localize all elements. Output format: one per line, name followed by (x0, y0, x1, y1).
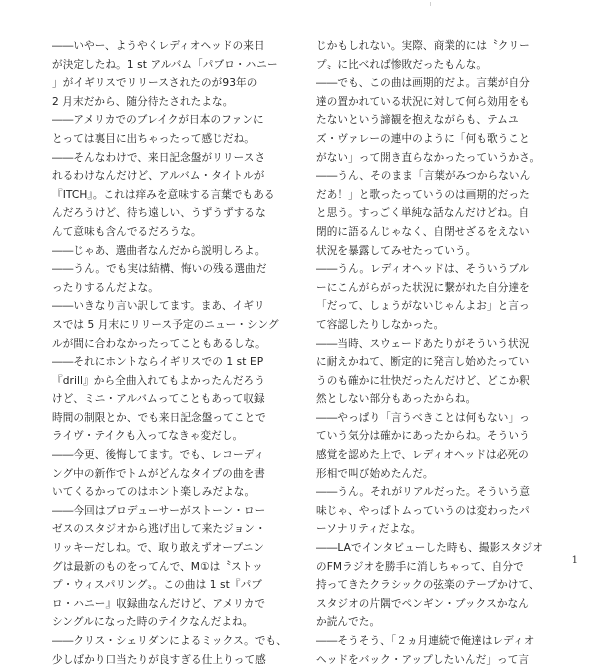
text-line: ーにこんがらがった状況に繋がれた自分達を (316, 281, 530, 294)
text-line: 持ってきたクラシックの弦楽のテープかけて、 (316, 579, 540, 592)
text-line: ゼスのスタジオから逃げ出して来たジョン・ (52, 523, 266, 536)
text-line: ――そうそう、「２ヵ月連続で俺達はレディオ (316, 635, 535, 647)
text-line: 『drill』から全曲入れてもよかったんだろう (52, 374, 265, 387)
text-line: ――うん。それがリアルだった。そういう意 (316, 486, 531, 499)
text-line: ――いきなり言い訳してます。まあ、イギリ (52, 300, 265, 313)
text-line: 然としない部分もあったからね。 (316, 393, 477, 406)
text-line: たないという諦観を抱えながらも、テムユ (316, 114, 519, 127)
right-text-column (316, 37, 548, 669)
text-line: のFMラジオを勝手に消しちゃって、自分で (316, 560, 524, 573)
text-line: 「だって、しょうがないじゃんよお」と言っ (316, 300, 530, 313)
text-line: ――じゃあ、選曲者なんだから説明しろよ。 (52, 244, 266, 257)
text-line: 『ITCH』。これは痒みを意味する言葉でもある (52, 188, 275, 201)
text-line: ーソナリティだよな。 (316, 523, 422, 536)
text-line: 閉的に語るんじゃなく、自閉せざるをえない (316, 225, 530, 238)
text-line: て容認したりしなかった。 (316, 318, 445, 331)
text-line: ったりするんだよな。 (52, 281, 159, 294)
text-line: シングルになった時のテイクなんだよね。 (52, 616, 254, 629)
text-line: とっては裏目に出ちゃったって感じだね。 (52, 132, 255, 145)
text-line: じかもしれない。実際、商業的には〝クリー (316, 40, 530, 52)
text-line: 感覚を認めた上で、レディオヘッドは必死の (316, 449, 529, 462)
text-line: けど、ミニ・アルバムってこともあって収録 (52, 393, 265, 406)
text-line: か読んでた。 (316, 616, 381, 629)
text-line: んて意味も含んでるだろうな。 (52, 225, 202, 238)
text-line: ――今更、後悔してます。でも、レコーディ (52, 449, 265, 462)
page-number: 1 (571, 555, 578, 566)
text-line: ――当時、スウェードあたりがそういう状況 (316, 337, 530, 350)
text-line: ズ・ヴァレーの連中のように「何も歌うこと (316, 132, 530, 145)
text-line: ――LAでインタビューした時も、撮影スタジオ (316, 542, 544, 555)
text-line: ルが間に合わなかったってこともあるしな。 (52, 337, 266, 350)
text-line: んだろうけど、待ち遠しい、うずうずするな (52, 207, 266, 220)
text-line: グは最新のものをってんで、M①は〝ストッ (52, 560, 263, 573)
scan-mark (430, 2, 431, 6)
text-line: 味じゃ、やっぱトムっていうのは変わったパ (316, 504, 530, 517)
text-line: ロ・ハニー』収録曲なんだけど、アメリカで (52, 597, 266, 610)
text-line: 達の置かれている状況に対して何ら効用をも (316, 95, 530, 108)
text-line: プ・ウィスパリング〟。この曲は 1 st『パブ (52, 579, 262, 592)
text-line: プ〟に比べれば惨敗だったもんな。 (316, 58, 488, 71)
text-line: れるわけなんだけど、アルバム・タイトルが (52, 170, 265, 183)
text-line: スでは 5 月末にリリース予定のニュー・シング (52, 318, 279, 331)
text-line: ――そんなわけで、来日記念盤がリリースさ (52, 151, 266, 164)
text-line: ――それにホントならイギリスでの 1 st EP (52, 356, 264, 369)
text-line: 少しばかり口当たりが良すぎる仕上りって感 (52, 653, 266, 666)
text-line: 2 月末だから、随分待たされたよな。 (52, 95, 234, 108)
text-line: が決定したね。1 st アルバム「パブロ・ハニー (52, 58, 278, 71)
text-line: リッキーだしね。で、取り敢えずオープニン (52, 542, 265, 555)
text-line: スタジオの片隅でペンギン・ブックスかなん (316, 597, 529, 610)
text-line: だあ！」と歌ったっていうのは画期的だった (316, 188, 530, 201)
left-text-column (52, 37, 287, 669)
text-line: 状況を暴露してみせたっていう。 (316, 244, 477, 257)
text-line: ヘッドをバック・アップしたいんだ」って言 (316, 653, 530, 666)
text-line: と思う。すっごく単純な話なんだけどね。自 (316, 207, 530, 220)
text-line: ――今回はプロデューサーがストーン・ロー (52, 504, 266, 517)
text-line: ――クリス・シェリダンによるミックス。でも、 (52, 635, 287, 647)
text-line: ――うん、そのまま「言葉がみつからないん (316, 170, 531, 183)
text-line: ――うん。でも実は結構、悔いの残る選曲だ (52, 263, 267, 276)
text-line: に耐えかねて、断定的に発言し始めたってい (316, 356, 530, 369)
text-line: いてくるかってのはホント楽しみだよな。 (52, 486, 256, 499)
text-line: ――うん。レディオヘッドは、そういうブル (316, 263, 530, 276)
text-line: ライヴ・テイクも入ってなきゃ変だし。 (52, 430, 244, 443)
text-line: 形相で叫び始めたんだ。 (316, 467, 434, 480)
text-line: ――いやー、ようやくレディオヘッドの来日 (52, 40, 265, 52)
text-line: ング中の新作でトムがどんなタイプの曲を書 (52, 467, 265, 480)
text-line: ――でも、この曲は画期的だよ。言葉が自分 (316, 77, 530, 90)
text-line: 時間の制限とか、でも来日記念盤ってことで (52, 411, 266, 424)
text-line: がない」って開き直らなかったっていうかさ。 (316, 151, 541, 164)
text-line: 」がイギリスでリリースされたのが93年の (52, 77, 258, 90)
text-line: ――アメリカでのブレイクが日本のファンに (52, 114, 264, 127)
text-line: うのも確かに壮快だったんだけど、どこか釈 (316, 374, 530, 387)
text-line: ていう気分は確かにあったからね。そういう (316, 430, 530, 443)
text-line: ――やっぱり「言うべきことは何もない」っ (316, 411, 530, 424)
